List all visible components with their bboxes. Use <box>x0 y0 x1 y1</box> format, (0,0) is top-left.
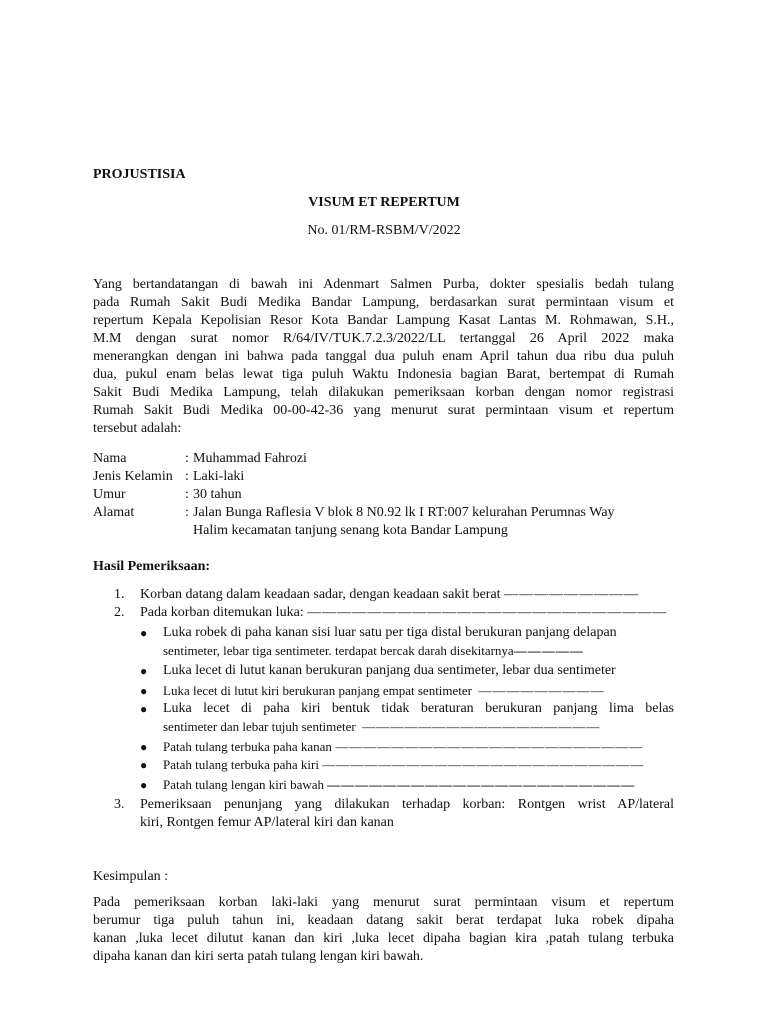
address-value-line1: Jalan Bunga Raflesia V blok 8 N0.92 lk I RT:007 kelurahan Perumnas Way <box>193 505 615 520</box>
wound-text: Luka lecet di paha kiri bentuk tidak beraturan berukuran panjang lima belas <box>163 701 674 716</box>
dash-filler: ———————————————————————— <box>307 605 668 620</box>
intro-line: tersebut adalah: <box>93 421 182 436</box>
item-text: Korban datang dalam keadaan sadar, dengan keadaan sakit berat <box>140 587 501 602</box>
wound-text-cont <box>163 718 600 736</box>
intro-line: Rumah Sakit Budi Medika 00-00-42-36 yang menurut surat permintaan visum et repertum <box>93 403 674 418</box>
name-value: Muhammad Fahrozi <box>193 451 307 466</box>
exam-item-3-text-cont: kiri, Rontgen femur AP/lateral kiri dan kanan <box>140 815 394 830</box>
sex-value: Laki-laki <box>193 469 245 484</box>
dash-filler: —————————————————————— <box>327 777 636 792</box>
wound-text <box>163 682 605 700</box>
item-text: Patah tulang terbuka paha kiri <box>163 757 319 772</box>
intro-line: Yang bertandatangan di bawah ini Adenmart Salmen Purba, dokter spesialis bedah tulang <box>93 277 674 292</box>
conclusion-heading: Kesimpulan : <box>93 869 169 884</box>
wound-text <box>163 776 635 794</box>
intro-line: pada Rumah Sakit Budi Medika Bandar Lampung, berdasarkan surat permintaan visum et <box>93 295 674 310</box>
dash-filler: ————————— <box>478 683 605 698</box>
intro-line: repertum Kepala Kepolisian Resor Kota Bandar Lampung Kasat Lantas M. Rohmawan, S.H., <box>93 313 674 328</box>
dash-filler: ——————————————————————— <box>322 757 645 772</box>
exam-item-2-text <box>140 604 667 622</box>
item-text: Patah tulang terbuka paha kanan <box>163 739 332 754</box>
conclusion-line: berumur tiga puluh tahun ini, keadaan datang sakit berat terdapat luka robek dipaha <box>93 913 674 928</box>
wound-text <box>163 756 644 774</box>
identity-sex-row <box>93 468 244 486</box>
conclusion-line: kanan ,luka lecet dilutut kanan dan kiri ,luka lecet dipaha bagian kira ,patah tulang terbuka <box>93 931 674 946</box>
bullet-icon: ● <box>140 778 148 792</box>
wound-text-cont <box>163 642 584 660</box>
identity-age-row <box>93 486 242 504</box>
wound-text: Luka lecet di lutut kanan berukuran panjang dua sentimeter, lebar dua sentimeter <box>163 663 616 678</box>
item-text: Patah tulang lengan kiri bawah <box>163 777 325 792</box>
age-label: Umur <box>93 487 126 502</box>
item-text: sentimeter, lebar tiga sentimeter. terdapat bercak darah disekitarnya <box>163 643 514 658</box>
item-text: sentimeter dan lebar tujuh sentimeter <box>163 719 356 734</box>
intro-line: M.M dengan surat nomor R/64/IV/TUK.7.2.3/2022/LL tertanggal 26 April 2022 maka <box>93 331 674 346</box>
exam-heading: Hasil Pemeriksaan: <box>93 559 211 574</box>
item-text: Luka lecet di lutut kiri berukuran panjang empat sentimeter <box>163 683 473 698</box>
colon: : <box>185 451 189 466</box>
colon: : <box>185 469 189 484</box>
dash-filler: ————————— <box>504 587 640 602</box>
identity-name-row <box>93 450 307 468</box>
bullet-icon: ● <box>140 684 148 698</box>
colon: : <box>185 505 189 520</box>
address-value-line2: Halim kecamatan tanjung senang kota Bandar Lampung <box>193 523 508 538</box>
address-label: Alamat <box>93 505 135 520</box>
age-value: 30 tahun <box>193 487 242 502</box>
identity-address-row <box>93 504 615 522</box>
list-number: 1. <box>114 587 125 602</box>
list-number: 2. <box>114 605 125 620</box>
document-title: VISUM ET REPERTUM <box>308 195 460 210</box>
conclusion-line: dipaha kanan dan kiri serta patah tulang lengan kiri bawah. <box>93 949 424 964</box>
bullet-icon: ● <box>140 702 148 716</box>
intro-paragraph <box>93 276 674 438</box>
name-label: Nama <box>93 451 127 466</box>
colon: : <box>185 487 189 502</box>
item-text: Pada korban ditemukan luka: <box>140 605 304 620</box>
bullet-icon: ● <box>140 664 148 678</box>
sex-label: Jenis Kelamin <box>93 469 173 484</box>
list-number: 3. <box>114 797 125 812</box>
dash-filler: ————————————————— <box>362 719 601 734</box>
bullet-icon: ● <box>140 740 148 754</box>
dash-filler: ————— <box>513 643 584 658</box>
conclusion-paragraph <box>93 894 674 966</box>
projustisia-label: PROJUSTISIA <box>93 167 186 182</box>
exam-item-1-text <box>140 586 639 604</box>
bullet-icon: ● <box>140 626 148 640</box>
bullet-icon: ● <box>140 758 148 772</box>
wound-text <box>163 738 643 756</box>
document-number: No. 01/RM-RSBM/V/2022 <box>307 223 461 238</box>
wound-text: Luka robek di paha kanan sisi luar satu per tiga distal berukuran panjang delapan <box>163 625 617 640</box>
intro-line: menerangkan dengan ini bahwa pada tanggal dua puluh enam April tahun dua ribu dua puluh <box>93 349 674 364</box>
exam-item-3-text: Pemeriksaan penunjang yang dilakukan terhadap korban: Rontgen wrist AP/lateral <box>140 797 674 812</box>
conclusion-line: Pada pemeriksaan korban laki-laki yang menurut surat permintaan visum et repertum <box>93 895 674 910</box>
intro-line: Sakit Budi Medika Lampung, telah dilakukan pemeriksaan korban dengan nomor registrasi <box>93 385 674 400</box>
intro-line: dua, pukul enam belas lewat tiga puluh Waktu Indonesia bagian Barat, bertempat di Rumah <box>93 367 674 382</box>
dash-filler: —————————————————————— <box>335 739 644 754</box>
